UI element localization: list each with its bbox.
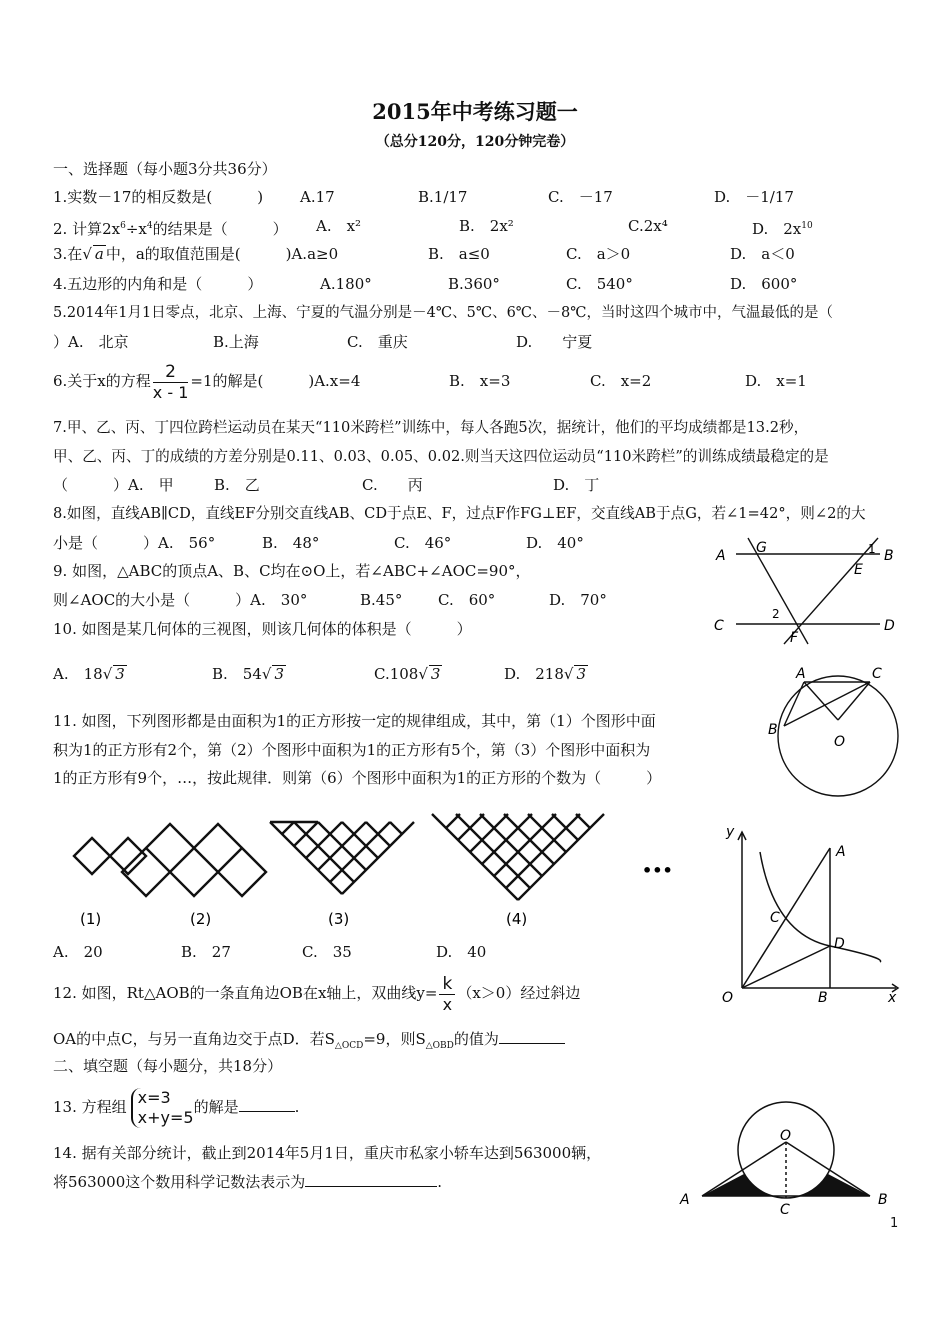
- q3-option-b: B. a≤0: [428, 245, 490, 263]
- label-c: C: [780, 1202, 790, 1218]
- label-b: B: [878, 1192, 888, 1208]
- q5-option-a: ）A. 北京: [53, 333, 129, 351]
- tangent-circle-figure: [676, 1100, 896, 1216]
- q3-option-d: D. a＜0: [730, 245, 795, 263]
- q8-line1: 8.如图，直线AB∥CD，直线EF分别交直线AB、CD于点E、F，过点F作FG⊥EF，交直线AB于点G，若∠1=42°，则∠2的大: [53, 505, 866, 522]
- page-subtitle: （总分120分，120分钟完卷）: [375, 134, 575, 150]
- section-fill-title: 二、填空题（每小题分，共18分）: [53, 1057, 283, 1075]
- q13-stem: 13. 方程组 x=3 x+y=5 的解是 .: [53, 1088, 300, 1127]
- q1-option-c: C. －17: [548, 188, 613, 206]
- q9-line1: 9. 如图，△ABC的顶点A、B、C均在⊙O上，若∠ABC+∠AOC=90°，: [53, 562, 531, 580]
- q1-stem: 1.实数－17的相反数是( ): [53, 188, 264, 206]
- label-o: O: [834, 734, 846, 750]
- page-title: 2015年中考练习题一: [372, 99, 578, 124]
- q4-option-b: B.360°: [448, 275, 500, 293]
- q5-line1: 5.2014年1月1日零点，北京、上海、宁夏的气温分别是－4℃、5℃、6℃、－8℃，当时这四个城市中，气温最低的是（: [53, 305, 833, 321]
- q4-option-d: D. 600°: [730, 275, 798, 293]
- q12-line2: OA的中点C，与另一直角边交于点D．若$S_{\triangle OCD}=9$，则$S_{\triangle OBD}$的值为: [53, 1028, 565, 1056]
- equation-system: x=3 x+y=5: [131, 1088, 194, 1128]
- q8-option-a: 小是（ ）A. 56°: [53, 534, 216, 552]
- q5-option-d: D. 宁夏: [516, 333, 593, 351]
- q14-answer-blank[interactable]: [305, 1171, 437, 1187]
- q11-option-c: C. 35: [302, 943, 352, 961]
- figure-label-2: (2): [190, 910, 212, 928]
- q1-option-d: D. －1/17: [714, 188, 794, 206]
- q7-option-c: C. 丙: [362, 476, 423, 494]
- label-a: A: [716, 548, 726, 564]
- q2-option-d: D. $2x^{10}$: [752, 220, 813, 238]
- q8-option-d: D. 40°: [526, 534, 584, 552]
- q9-option-d: D. 70°: [549, 591, 607, 609]
- q3-stem: 3.在√ a 中，a的取值范围是( )A.a≥0: [53, 245, 339, 263]
- label-a: A: [680, 1192, 690, 1208]
- label-b: B: [818, 990, 828, 1006]
- q7-line2: 甲、乙、丙、丁的成绩的方差分别是0.11、0.03、0.05、0.02.则当天这四位运动员“110米跨栏”的训练成绩最稳定的是: [53, 448, 829, 465]
- q11-line3: 1的正方形有9个，…，按此规律．则第（6）个图形中面积为1的正方形的个数为（ ）: [53, 769, 662, 787]
- q2-option-c: C.2x⁴: [628, 217, 668, 235]
- q9-option-c: C. 60°: [438, 591, 496, 609]
- figure-label-1: (1): [80, 910, 102, 928]
- label-o: O: [780, 1128, 792, 1144]
- q6-option-b: B. x=3: [449, 372, 511, 390]
- label-g: G: [756, 540, 767, 556]
- q10-option-c: C.108√ 3: [374, 665, 441, 683]
- q12-answer-blank[interactable]: [499, 1028, 565, 1044]
- label-f: F: [790, 630, 799, 646]
- q7-option-d: D. 丁: [553, 476, 600, 494]
- q11-line1: 11. 如图，下列图形都是由面积为1的正方形按一定的规律组成，其中，第（1）个图形中面: [53, 712, 656, 730]
- q4-option-a: A.180°: [320, 275, 372, 293]
- label-x: x: [888, 990, 897, 1006]
- hyperbola-figure: [712, 822, 908, 1010]
- q6-fraction: $\frac{2}{x - 1}$: [152, 361, 189, 402]
- figure-label-3: (3): [328, 910, 350, 928]
- label-angle-2: 2: [772, 607, 780, 621]
- q6-option-d: D. x=1: [745, 372, 807, 390]
- label-angle-1: 1: [868, 542, 876, 556]
- q10-option-b: B. 54√ 3: [212, 665, 284, 683]
- q12-line1: 12. 如图，Rt△AOB的一条直角边OB在x轴上，双曲线y= $\frac{k}{x}$ （x＞0）经过斜边: [53, 973, 581, 1014]
- q8-option-b: B. 48°: [262, 534, 320, 552]
- q6-stem: 6.关于x的方程 $\frac{2}{x - 1}$ =1的解是( )A.x=4: [53, 361, 361, 402]
- label-d: D: [884, 618, 895, 634]
- label-b: B: [884, 548, 894, 564]
- q10-stem: 10. 如图是某几何体的三视图，则该几何体的体积是（ ）: [53, 620, 472, 638]
- q7-option-a: （ ）A. 甲: [53, 476, 174, 494]
- label-c: C: [770, 910, 780, 926]
- square-pattern-figure: [50, 800, 690, 940]
- q10-option-a: A. 18√ 3: [53, 665, 125, 683]
- label-c: C: [714, 618, 724, 634]
- q4-stem: 4.五边形的内角和是（ ）: [53, 275, 263, 293]
- page-number: 1: [890, 1216, 899, 1231]
- q13-answer-blank[interactable]: [239, 1096, 295, 1112]
- q2-option-b: B. 2x²: [459, 217, 514, 235]
- parallel-lines-figure: [708, 532, 908, 644]
- q5-option-b: B.上海: [213, 333, 259, 351]
- q14-line1: 14. 据有关部分统计，截止到2014年5月1日，重庆市私家小轿车达到563000辆，: [53, 1144, 602, 1162]
- circle-abc-figure: [760, 666, 920, 796]
- q6-option-c: C. x=2: [590, 372, 652, 390]
- label-a: A: [836, 844, 846, 860]
- section-choice-title: 一、选择题（每小题3分共36分）: [53, 160, 277, 178]
- q4-option-c: C. 540°: [566, 275, 633, 293]
- label-c: C: [872, 666, 882, 682]
- figure-label-4: (4): [506, 910, 528, 928]
- q5-option-c: C. 重庆: [347, 333, 408, 351]
- pattern-ellipsis: •••: [642, 861, 673, 880]
- q9-option-a: 则∠AOC的大小是（ ）A. 30°: [53, 591, 308, 609]
- q9-option-b: B.45°: [360, 591, 403, 609]
- q7-line1: 7.甲、乙、丙、丁四位跨栏运动员在某天“110米跨栏”训练中，每人各跑5次，据统计，他们的平均成绩都是13.2秒，: [53, 419, 809, 436]
- label-b: B: [768, 722, 778, 738]
- label-o: O: [722, 990, 734, 1006]
- q11-option-b: B. 27: [181, 943, 231, 961]
- q1-option-b: B.1/17: [418, 188, 468, 206]
- label-e: E: [854, 562, 863, 578]
- label-y: y: [726, 824, 735, 840]
- q10-option-d: D. 218√ 3: [504, 665, 586, 683]
- q7-option-b: B. 乙: [214, 476, 260, 494]
- q11-line2: 积为1的正方形有2个，第（2）个图形中面积为1的正方形有5个，第（3）个图形中面积为: [53, 741, 651, 759]
- q2-option-a: A. x²: [316, 217, 362, 235]
- q12-fraction: $\frac{k}{x}$: [439, 974, 455, 1015]
- q3-option-c: C. a＞0: [566, 245, 631, 263]
- q2-stem: 2. 计算$2x^6\div x^4$的结果是（ ）: [53, 220, 288, 238]
- label-a: A: [796, 666, 806, 682]
- label-d: D: [834, 936, 845, 952]
- q11-option-d: D. 40: [436, 943, 487, 961]
- q8-option-c: C. 46°: [394, 534, 452, 552]
- q14-line2: 将563000这个数用科学记数法表示为 .: [53, 1173, 443, 1191]
- q1-option-a: A.17: [300, 188, 335, 206]
- q11-option-a: A. 20: [53, 943, 103, 961]
